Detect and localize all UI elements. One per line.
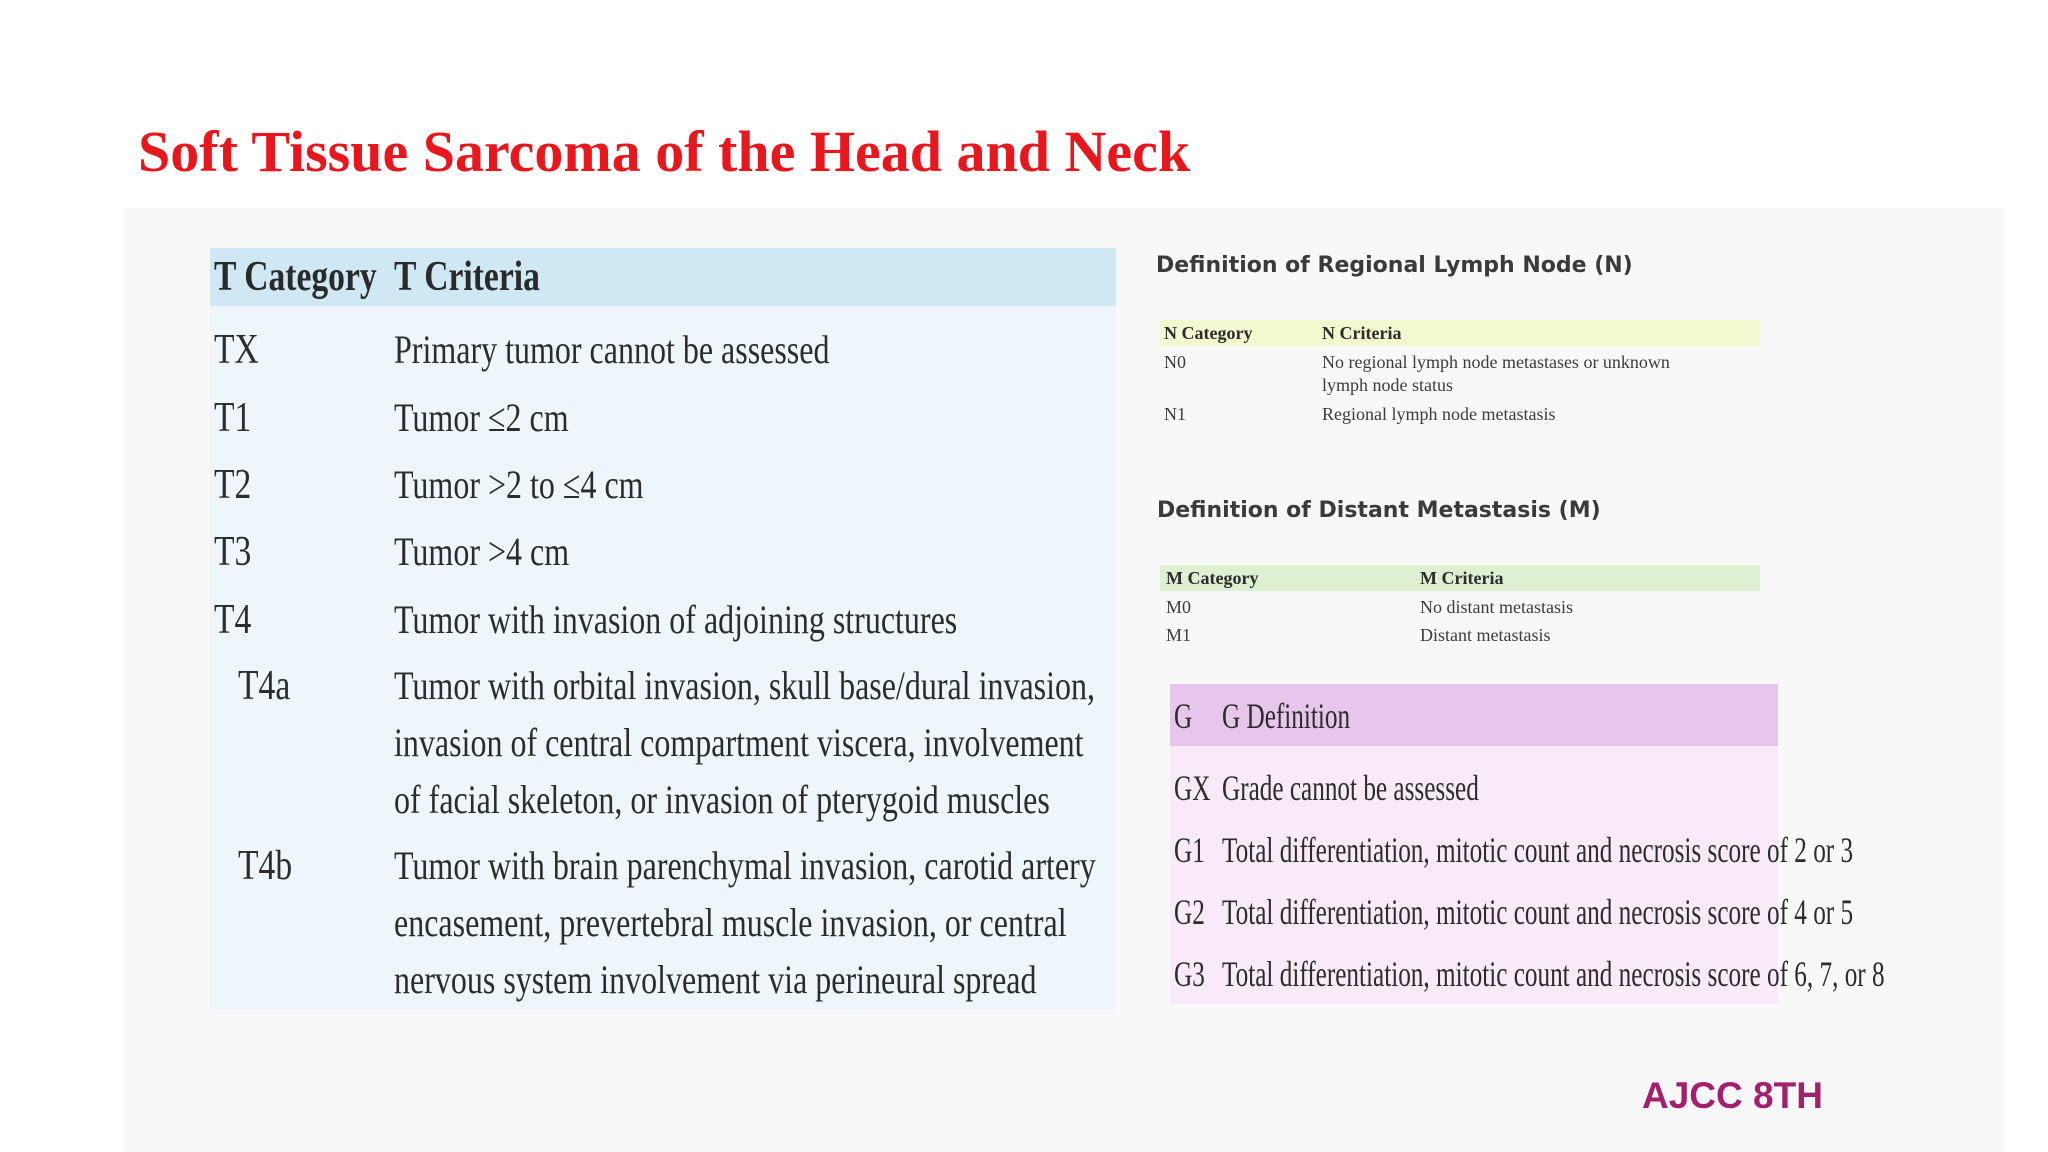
slide-title: Soft Tissue Sarcoma of the Head and Neck: [138, 119, 1191, 184]
n-criteria-line: No regional lymph node metastases or unknown: [1322, 352, 1670, 372]
g-definition-header: G Definition: [1222, 696, 1351, 736]
m-category-cell: M0: [1166, 597, 1192, 617]
ajcc-edition-label: AJCC 8TH: [1642, 1075, 1823, 1116]
g-grade-cell: G1: [1174, 830, 1205, 870]
m-criteria-cell: Distant metastasis: [1420, 625, 1551, 645]
g-grade-header: G: [1174, 696, 1193, 736]
t-criteria-cell: Tumor ≤2 cm: [394, 395, 569, 440]
t-criteria-line: nervous system involvement via perineural spread: [394, 957, 1037, 1002]
t-category-cell: T4b: [238, 843, 293, 889]
n-category-cell: N1: [1164, 404, 1186, 424]
n-category-table: [1160, 320, 1760, 440]
t-criteria-cell: Tumor >2 to ≤4 cm: [394, 462, 644, 507]
m-table-header: [1160, 565, 1760, 591]
n-table-header: [1160, 320, 1760, 346]
t-criteria-line: Tumor with orbital invasion, skull base/dural invasion,: [394, 663, 1095, 708]
g-grade-cell: G2: [1174, 892, 1205, 932]
t-criteria-cell: Tumor with invasion of adjoining structures: [394, 597, 958, 642]
g-grade-table: [1170, 684, 1885, 1004]
n-category-cell: N0: [1164, 352, 1186, 372]
t-table-header: [210, 248, 1116, 306]
t-category-cell: T4a: [238, 663, 291, 709]
m-category-cell: M1: [1166, 625, 1192, 645]
t-criteria-line: of facial skeleton, or invasion of pterygoid muscles: [394, 777, 1050, 822]
t-category-table: [210, 248, 1116, 1010]
t-criteria-cell: Tumor >4 cm: [394, 529, 570, 574]
n-criteria-line: Regional lymph node metastasis: [1322, 404, 1556, 424]
g-definition-cell: Grade cannot be assessed: [1222, 768, 1479, 808]
n-category-header: N Category: [1164, 323, 1253, 343]
t-criteria-line: encasement, prevertebral muscle invasion, or central: [394, 900, 1067, 945]
n-criteria-line: lymph node status: [1322, 375, 1453, 395]
g-table-header: [1170, 684, 1778, 746]
g-definition-cell: Total differentiation, mitotic count and necrosis score of 4 or 5: [1222, 892, 1854, 932]
t-criteria-header: T Criteria: [394, 254, 540, 300]
n-criteria-header: N Criteria: [1322, 323, 1402, 343]
t-category-cell: T1: [214, 395, 252, 441]
m-definition-title: Definition of Distant Metastasis (M): [1157, 498, 1601, 523]
t-category-cell: T3: [214, 529, 252, 575]
g-grade-cell: G3: [1174, 954, 1205, 994]
t-category-cell: TX: [214, 327, 259, 373]
m-category-header: M Category: [1166, 568, 1259, 588]
n-definition-title: Definition of Regional Lymph Node (N): [1156, 253, 1633, 278]
t-criteria-cell: Primary tumor cannot be assessed: [394, 327, 830, 372]
m-category-table: [1160, 565, 1760, 655]
t-category-cell: T4: [214, 597, 252, 643]
t-category-cell: T2: [214, 462, 252, 508]
t-criteria-line: invasion of central compartment viscera, involvement: [394, 720, 1084, 765]
m-criteria-header: M Criteria: [1420, 568, 1504, 588]
g-definition-cell: Total differentiation, mitotic count and necrosis score of 6, 7, or 8: [1222, 954, 1885, 994]
t-category-header: T Category: [214, 254, 377, 300]
g-definition-cell: Total differentiation, mitotic count and necrosis score of 2 or 3: [1222, 830, 1854, 870]
t-criteria-line: Tumor with brain parenchymal invasion, carotid artery: [394, 843, 1096, 888]
m-criteria-cell: No distant metastasis: [1420, 597, 1573, 617]
g-grade-cell: GX: [1174, 768, 1211, 808]
